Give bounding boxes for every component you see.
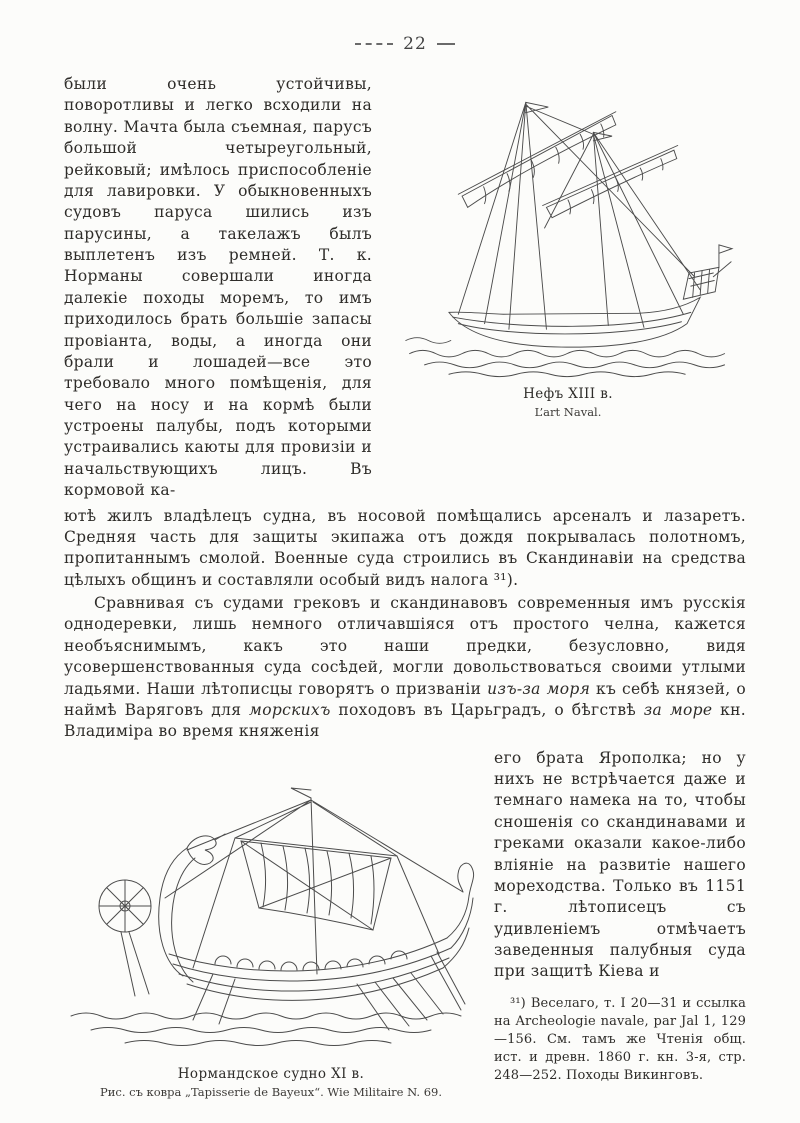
- nef-ship-illustration: [393, 78, 743, 378]
- page-header: [64, 34, 746, 54]
- header-rule-left-icon: [355, 43, 393, 45]
- right-column: [494, 748, 746, 1099]
- norman-ship-illustration: [65, 758, 477, 1058]
- figure-nef-caption: Нефъ XIII в.: [523, 386, 613, 402]
- figure-nef-source: L’art Naval.: [534, 405, 602, 419]
- figure-nef-captions: [390, 386, 746, 419]
- left-column-text: были очень устойчивы, поворотливы и легко всходили на волну. Мачта была съемная, парусъ большой четыреугольный, рейковый; имѣлось приспособленіе для лавировки. У обыкновенныхъ судовъ паруса шились изъ парусины, а такелажъ былъ выплетенъ изъ ремней. Т. к. Норманы совершали иногда далекіе походы моремъ, то имъ приходилось брать большіе запасы провіанта, воды, а иногда они брали и лошадей—все это требовало много помѣщенія, для чего на носу и на кормѣ были устроены палубы, подъ которыми устраивались каюты для провизіи и начальствующихъ лицъ. Въ кормовой ка-: [64, 75, 372, 500]
- paragraph-continuation: ютѣ жилъ владѣлецъ судна, въ носовой помѣщались арсеналъ и лазаретъ. Средняя часть для защиты экипажа отъ дождя покрывалась полотномъ, пропитаннымъ смолой. Военные суда строились въ Скандинавіи на средства цѣлыхъ общинъ и составляли особый видъ налога ³¹).: [64, 506, 746, 589]
- page-number: 22: [403, 34, 427, 54]
- right-column-text: его брата Ярополка; но у нихъ не встрѣчается даже и темнаго намека на то, чтобы сношенія со скандинавами и греками оказали какое-либо вліяніе на развитіе нашего мореходства. Только въ 1151 г. лѣтописецъ съ удивленіемъ отмѣчаетъ заведенныя палубныя суда при защитѣ Кіева и: [494, 748, 746, 981]
- figure-norman-source: Рис. съ ковра „Tapisserie de Bayeux“. Wie Militaire N. 69.: [99, 1084, 443, 1099]
- footnote: ³¹) Веселаго, т. I 20—31 и ссылка на Archeologie navale, par Jal 1, 129—156. См. тамъ же Чтенія общ. ист. и древн. 1860 г. кн. 3-я, стр. 248—252. Походы Викинговъ.: [494, 995, 746, 1083]
- paragraph-comparison: Сравнивая съ судами грековъ и скандинавовъ современныя имъ русскія однодеревки, лишь немного отличавшіяся отъ простого челна, кажется необъяснимымъ, какъ это наши предки, безусловно, видя усовершенствованныя суда сосѣдей, могли довольствоваться своими утлыми ладьями. Наши лѣтописцы говорятъ о призваніи изъ-за моря къ себѣ князей, о наймѣ Варяговъ для морскихъ походовъ въ Царьградъ, о бѣгствѣ за море кн. Владиміра во время княженія: [64, 594, 746, 741]
- header-rule-right-icon: [437, 43, 455, 45]
- figure-norman-captions: [64, 1066, 478, 1099]
- figure-norman-caption: Нормандское судно XI в.: [177, 1065, 365, 1082]
- figure-nef: [390, 74, 746, 502]
- bottom-section: [64, 748, 746, 1099]
- top-section: [64, 74, 746, 502]
- figure-norman-ship: [64, 748, 478, 1099]
